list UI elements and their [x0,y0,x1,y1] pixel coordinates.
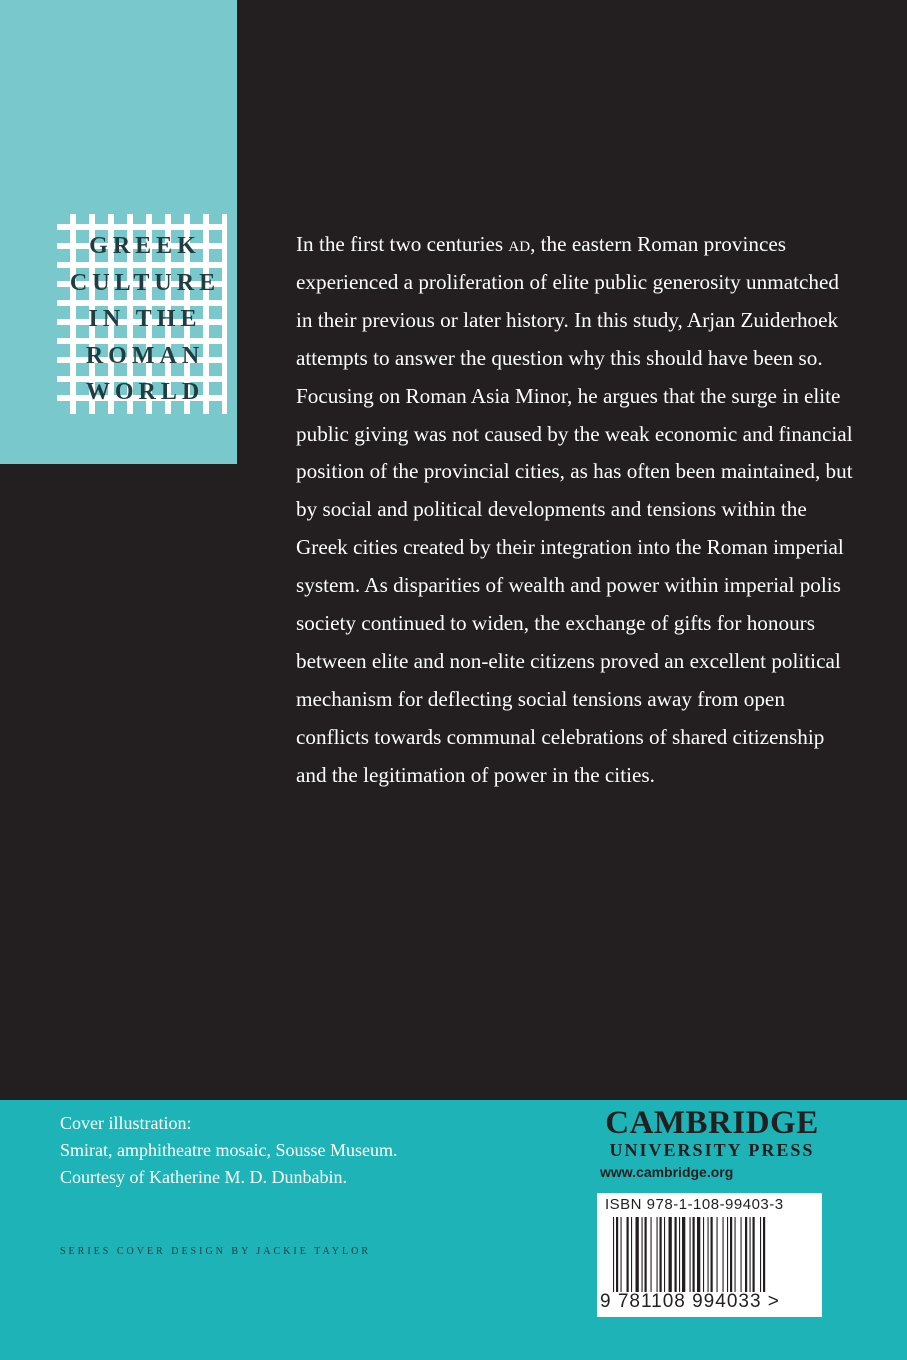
series-line-5: WORLD [85,379,205,405]
barcode-bar [613,1217,614,1292]
barcode-bar [717,1217,718,1292]
blurb-era: ad [508,232,531,256]
publisher-press: UNIVERSITY PRESS [609,1140,815,1160]
barcode-bar [693,1217,695,1292]
barcode-bar [723,1217,724,1292]
series-line-4: ROMAN [85,342,205,369]
barcode-bar [708,1217,709,1292]
barcode-bar [642,1217,643,1292]
series-line-3: IN THE [88,306,202,332]
cover-designer-credit: SERIES COVER DESIGN BY JACKIE TAYLOR [60,1246,372,1257]
barcode-bar [763,1217,765,1292]
series-title [57,228,233,411]
barcode-bar [711,1217,713,1292]
series-line-1: GREEK [89,233,201,259]
barcode-bar [645,1217,647,1292]
series-line-2: CULTURE [69,269,221,296]
barcode-bar [760,1217,761,1292]
barcode-bar [660,1217,662,1292]
barcode-bar [616,1217,618,1292]
barcode-icon [613,1217,813,1292]
barcode-box [597,1193,822,1317]
publisher-url: www.cambridge.org [600,1164,734,1180]
barcode-bar [664,1217,665,1292]
barcode-bar [651,1217,652,1292]
barcode-bar [745,1217,747,1292]
barcode-bar [627,1217,629,1292]
barcode-bar [703,1217,704,1292]
barcode-bar [636,1217,639,1292]
barcode-bar [657,1217,658,1292]
barcode-bar [750,1217,751,1292]
barcode-bar [690,1217,691,1292]
cover-credit-line-2: Smirat, amphitheatre mosaic, Sousse Museum. [60,1140,398,1160]
publisher-name: CAMBRIDGE [605,1105,819,1141]
blurb-start: In the first two centuries [296,232,509,256]
publisher-logo [597,1106,827,1184]
barcode-bar [679,1217,680,1292]
barcode-bar [727,1217,728,1292]
cover-credit-line-1: Cover illustration: [60,1113,192,1133]
barcode-bar [735,1217,736,1292]
cover-credit-line-3: Courtesy of Katherine M. D. Dunbabin. [60,1167,347,1187]
barcode-bar [741,1217,742,1292]
barcode-bar [697,1217,700,1292]
barcode-bar [730,1217,732,1292]
barcode-bar [675,1217,677,1292]
isbn-label: ISBN 978-1-108-99403-3 [605,1196,784,1213]
blurb-rest: , the eastern Roman provinces experienced a proliferation of elite public generosity unmatched in their previous or later history. In this study, Arjan Zuiderhoek attempts to answer the question why this should have been so. Focusing on Roman Asia Minor, he argues that the surge in elite public giving was not caused by the weak economic and financial position of the provincial cities, as has often been maintained, but by social and political developments and tensions within the Greek cities created by their integration into the Roman imperial system. As disparities of wealth and power within imperial polis society continued to widen, the exchange of gifts for honours between elite and non-elite citizens proved an excellent political mechanism for deflecting social tensions away from open conflicts towards communal celebrations of shared citizenship and the legitimation of power in the cities. [296,232,853,787]
cover-credit [60,1110,500,1191]
book-blurb [296,226,856,795]
barcode-bar [682,1217,685,1292]
barcode-bar [621,1217,622,1292]
barcode-digits: 9 781108 994033 > [600,1291,780,1312]
barcode-bar [631,1217,632,1292]
barcode-bar [753,1217,755,1292]
barcode-bar [669,1217,672,1292]
